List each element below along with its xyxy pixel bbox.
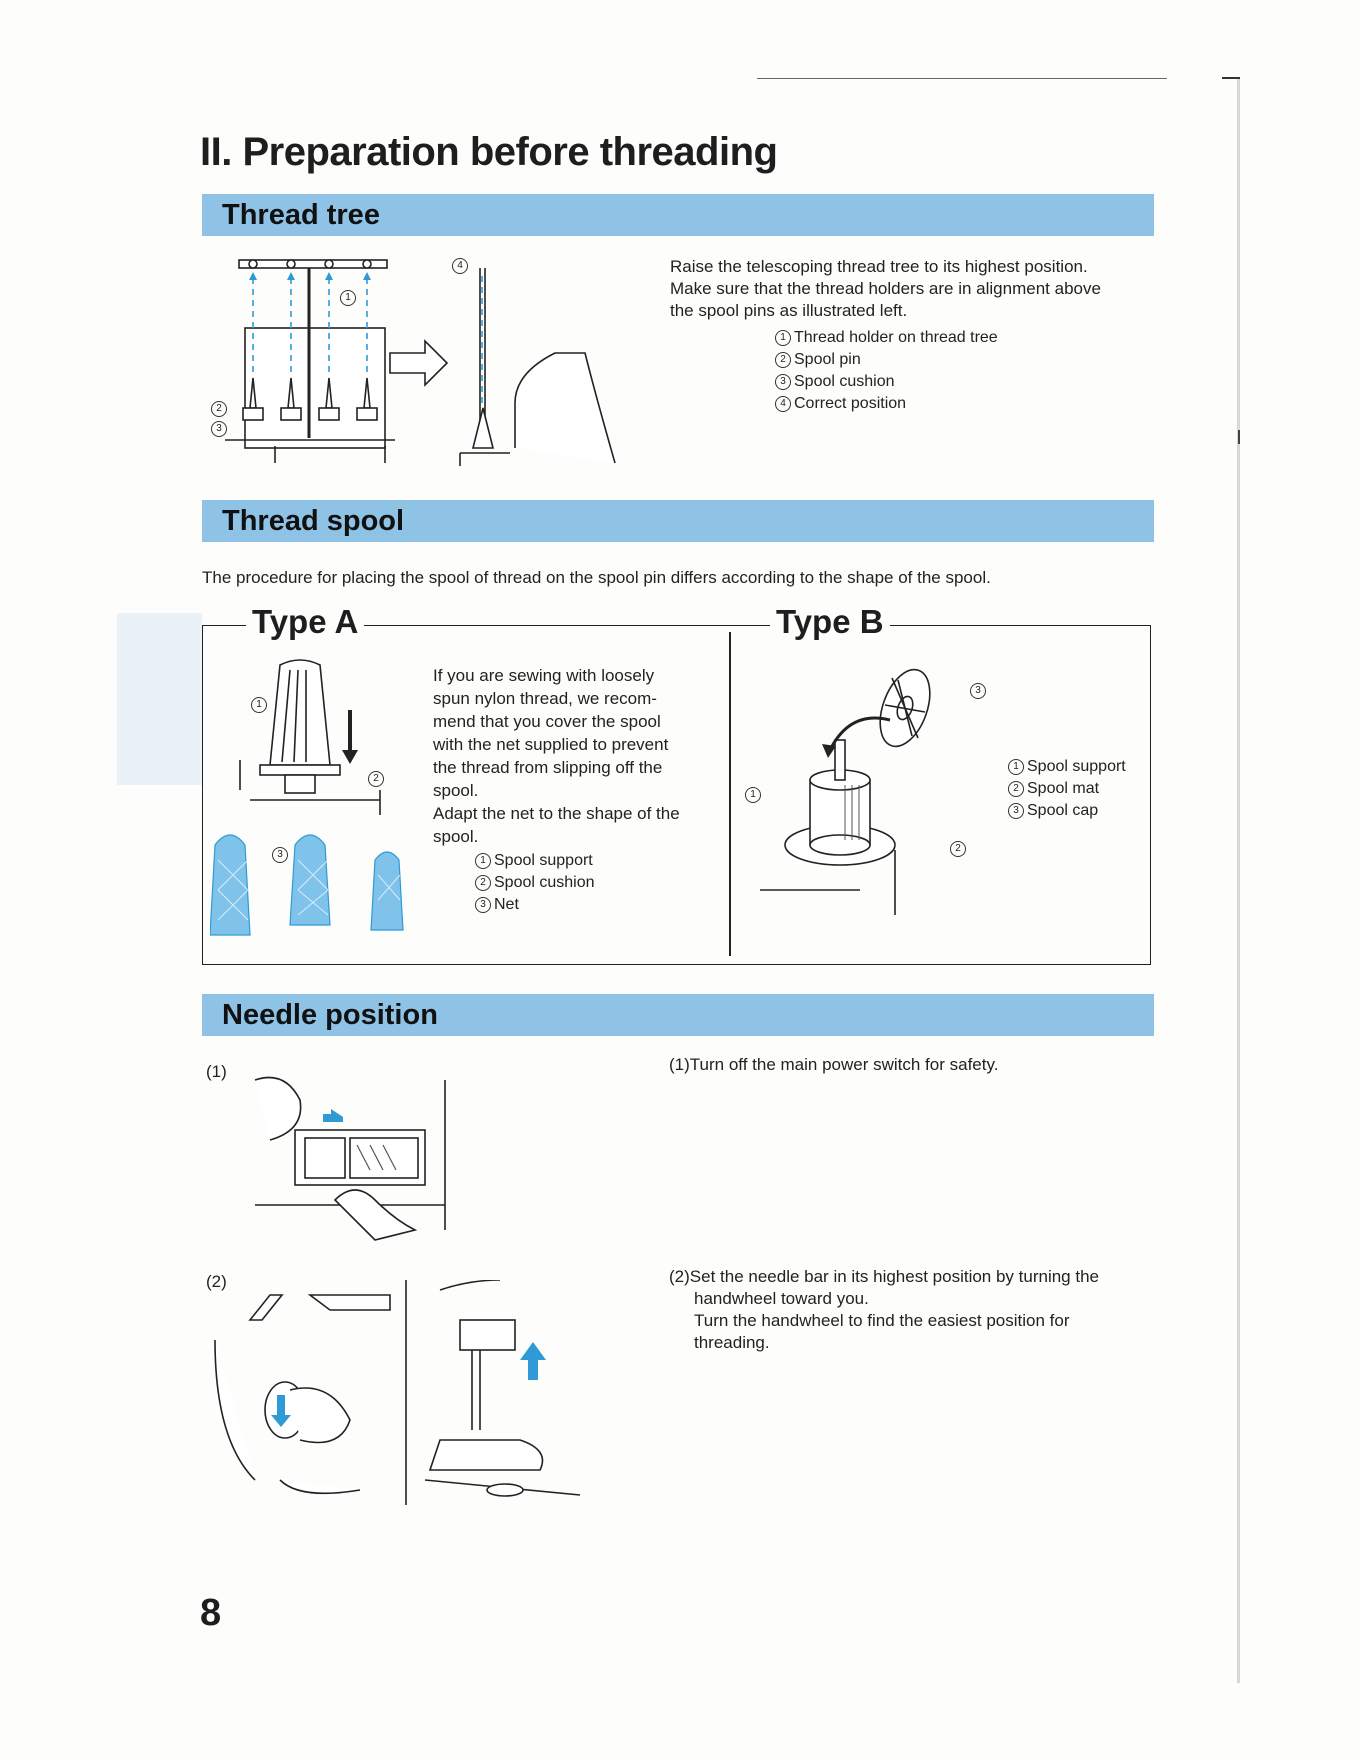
legend-item: [475, 872, 595, 894]
type-b-callout-1: 1: [745, 787, 761, 803]
legend-text: Spool cap: [1027, 802, 1099, 819]
legend-number: 1: [775, 330, 791, 346]
thread-spool-intro: The procedure for placing the spool of thread on the spool pin differs according to the shape of the spool.: [202, 568, 991, 587]
callout-1: 1: [340, 290, 356, 306]
instruction-line: Make sure that the thread holders are in alignment above: [670, 279, 1101, 298]
page-edge-shadow: [1237, 78, 1240, 1683]
type-a-label: Type A: [246, 602, 364, 642]
legend-number: 3: [475, 897, 491, 913]
type-a-line: the thread from slipping off the: [433, 758, 663, 777]
callout-3: 3: [211, 421, 227, 437]
legend-text: Spool cushion: [494, 874, 595, 891]
legend-text: Correct position: [794, 395, 907, 412]
legend-text: Spool pin: [794, 351, 861, 368]
type-a-callout-3: 3: [272, 847, 288, 863]
step-2-line: threading.: [694, 1333, 770, 1352]
edge-mark: [1238, 430, 1240, 444]
section-header-needle-position: Needle position: [202, 994, 1154, 1036]
handwheel-illustration: [210, 1280, 590, 1505]
legend-text: Spool mat: [1027, 780, 1100, 797]
step-2-marker: (2): [206, 1272, 227, 1291]
legend-item: [1008, 756, 1126, 778]
step-2-line: handwheel toward you.: [694, 1289, 869, 1308]
instruction-line: the spool pins as illustrated left.: [670, 301, 908, 320]
legend-text: Thread holder on thread tree: [794, 329, 998, 346]
type-a-line: spool.: [433, 781, 479, 800]
section-header-thread-tree: Thread tree: [202, 194, 1154, 236]
legend-item: [475, 894, 595, 916]
legend-text: Spool cushion: [794, 373, 895, 390]
legend-number: 3: [1008, 803, 1024, 819]
legend-item: [775, 327, 998, 349]
type-a-line: If you are sewing with loosely: [433, 666, 655, 685]
type-b-callout-3: 3: [970, 683, 986, 699]
page-number: 8: [200, 1592, 222, 1634]
step-1-text: (1)Turn off the main power switch for safety.: [669, 1055, 999, 1074]
callout-4: 4: [452, 258, 468, 274]
edge-mark: [1222, 77, 1240, 79]
type-b-callout-2: 2: [950, 841, 966, 857]
type-a-callout-1: 1: [251, 697, 267, 713]
thread-tree-instructions: [670, 256, 1160, 322]
top-rule: [757, 78, 1167, 79]
legend-item: [1008, 778, 1126, 800]
step-2-text: [669, 1266, 1159, 1354]
legend-number: 1: [1008, 759, 1024, 775]
type-a-legend: [475, 850, 595, 916]
page-title: II. Preparation before threading: [200, 130, 778, 174]
legend-number: 2: [475, 875, 491, 891]
legend-text: Spool support: [494, 852, 593, 869]
type-a-illustration: [210, 650, 420, 950]
type-a-callout-2: 2: [368, 771, 384, 787]
legend-item: [775, 371, 998, 393]
power-switch-illustration: [245, 1070, 465, 1245]
type-a-line: mend that you cover the spool: [433, 712, 661, 731]
legend-number: 3: [775, 374, 791, 390]
step-1-marker: (1): [206, 1062, 227, 1081]
type-a-line: spool.: [433, 827, 479, 846]
legend-number: 2: [775, 352, 791, 368]
legend-item: [1008, 800, 1126, 822]
step-2-line: (2)Set the needle bar in its highest position by turning the: [669, 1267, 1099, 1286]
section-header-thread-spool: Thread spool: [202, 500, 1154, 542]
step-2-line: Turn the handwheel to find the easiest position for: [694, 1311, 1070, 1330]
legend-item: [775, 349, 998, 371]
type-b-illustration: [740, 660, 1000, 920]
legend-item: [775, 393, 998, 415]
bleed-through: [117, 613, 202, 785]
instruction-line: Raise the telescoping thread tree to its highest position.: [670, 257, 1088, 276]
legend-number: 4: [775, 396, 791, 412]
legend-text: Spool support: [1027, 758, 1126, 775]
thread-tree-illustration: [205, 248, 645, 468]
thread-tree-legend: [775, 327, 998, 415]
type-b-legend: [1008, 756, 1126, 822]
legend-item: [475, 850, 595, 872]
legend-text: Net: [494, 896, 519, 913]
callout-2: 2: [211, 401, 227, 417]
legend-number: 1: [475, 853, 491, 869]
type-a-line: spun nylon thread, we recom-: [433, 689, 657, 708]
type-divider: [729, 632, 731, 956]
legend-number: 2: [1008, 781, 1024, 797]
type-a-text: [433, 664, 713, 848]
type-a-line: Adapt the net to the shape of the: [433, 804, 680, 823]
type-b-label: Type B: [770, 602, 890, 642]
type-a-line: with the net supplied to prevent: [433, 735, 669, 754]
